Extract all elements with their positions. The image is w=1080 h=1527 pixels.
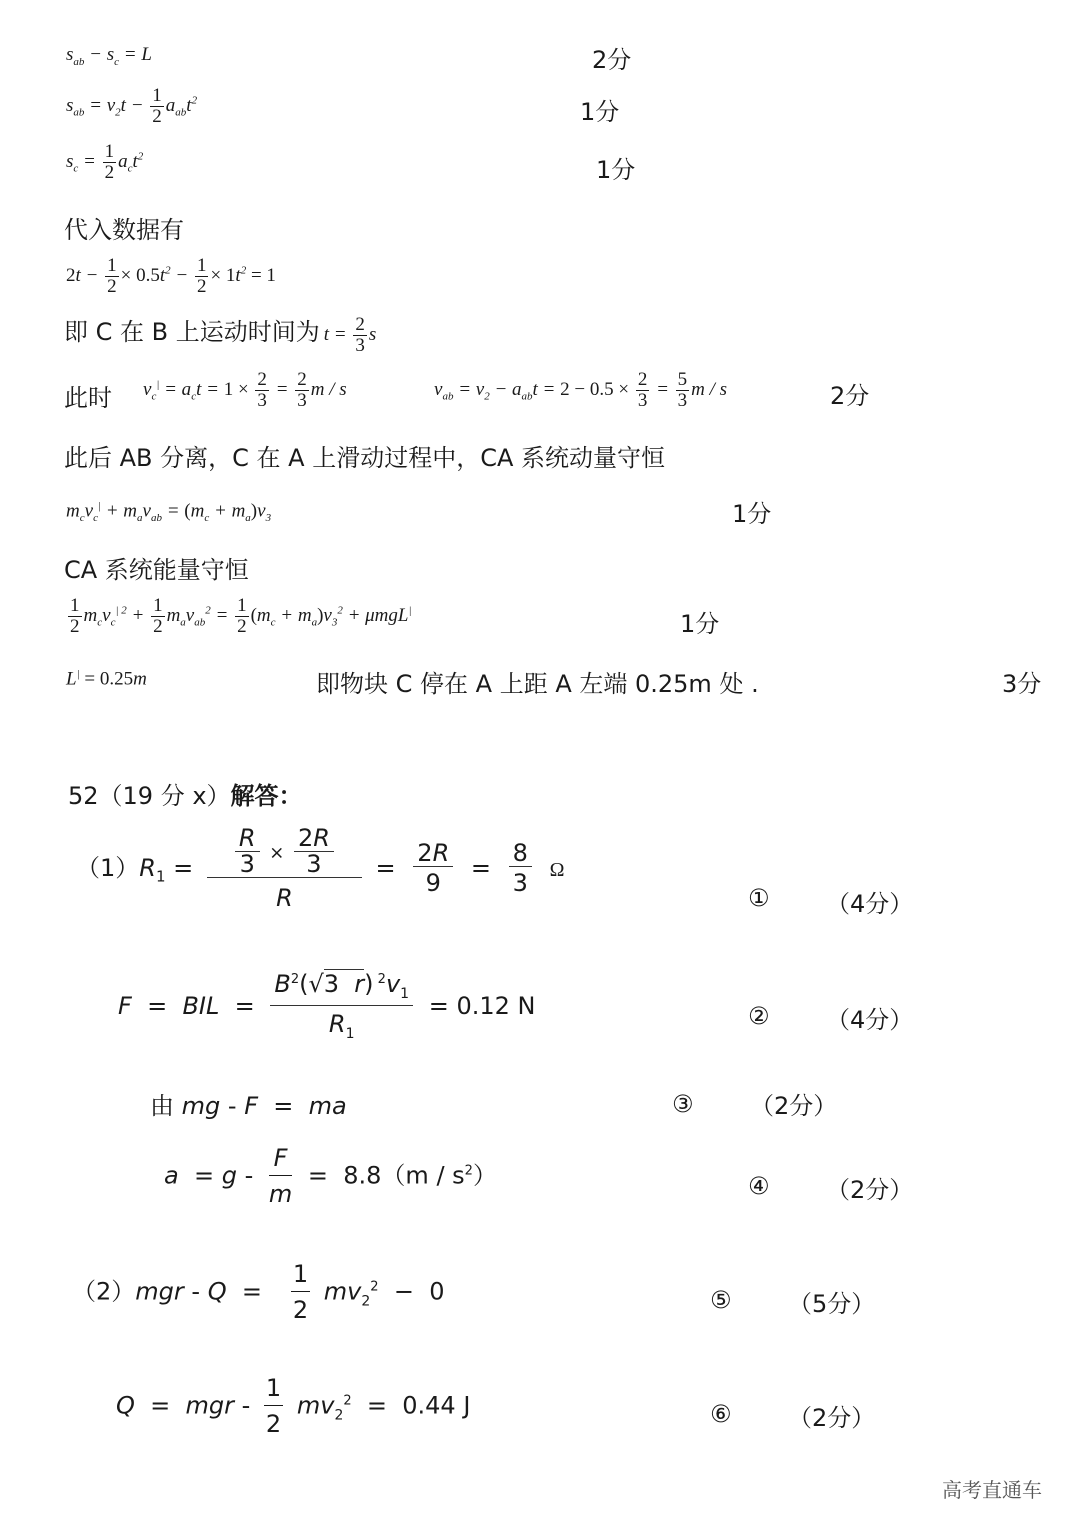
time-value: t = $\frac{2}{3}$ s xyxy=(323,314,377,357)
equation-s-ab: $s_{ab} = v_2t$ − $\frac{1}{2}$ $a_{ab}t^2$ xyxy=(66,85,198,127)
score-2: 1分 xyxy=(580,98,620,126)
conclusion-text: 即物块 C 停在 A 上距 A 左端 0.25m 处 . xyxy=(316,670,759,698)
equation-energy-part2: （2）mgr - Q = $\frac{1}{2}$ $mv_2^2 - 0$ xyxy=(72,1260,445,1325)
score-p4: （2分） xyxy=(826,1176,914,1204)
circle-2: ② xyxy=(748,1002,770,1030)
r1-numerator: 8 xyxy=(509,841,532,867)
score-5: 1分 xyxy=(732,500,772,528)
part-2-label: （2） xyxy=(72,1277,136,1306)
answer-label: 解答： xyxy=(230,782,303,810)
score-p1: （4分） xyxy=(826,890,914,918)
time-line xyxy=(64,312,376,356)
score-p6: （2分） xyxy=(788,1404,876,1432)
circle-5: ⑤ xyxy=(710,1286,732,1314)
score-4: 2分 xyxy=(830,382,870,410)
circle-3: ③ xyxy=(672,1090,694,1118)
force-result: = 0.12 N xyxy=(428,991,536,1020)
score-1: 2分 xyxy=(592,46,632,74)
acceleration-result: 8.8（m / s xyxy=(343,1161,465,1190)
ohm-unit: Ω xyxy=(549,858,565,881)
circle-1: ① xyxy=(748,884,770,912)
part-1-label: （1） xyxy=(76,853,140,882)
equation-heat: Q = mgr - $\frac{1}{2}$ $mv_2^2 = 0.44$ J xyxy=(116,1374,471,1439)
equation-r1: $(1)R_1$ = $\frac{R}{3}$ × $\frac{2R}{3}$ R = $\frac{2R}{9}$ = $\frac{8}{3}$ Ω xyxy=(76,824,565,913)
equation-energy: $\frac{1}{2}$ $m_cv_c^{| 2}$ + $\frac{1}{2}$ $m_av_{ab}^2$ = $\frac{1}{2}$ $(m_c + m_a)v_3^2 + \mu mgL^|$ xyxy=(70,595,412,637)
substitute-text: 代入数据有 xyxy=(64,216,184,244)
equation-force: F = BIL = $\frac{B^2(√3 r) ^2v_1}{R_1}$ = 0.12 N xyxy=(118,970,536,1043)
equation-substituted: 2t − $\frac{1}{2}$ × $0.5t^2$ − $\frac{1}{2}$ × $1t^2 = 1$ xyxy=(66,255,276,297)
score-p3: （2分） xyxy=(750,1092,838,1120)
heat-result: 0.44 J xyxy=(402,1391,471,1420)
circle-4: ④ xyxy=(748,1172,770,1200)
r1-denominator: 3 xyxy=(512,869,528,898)
equation-v-ab: $v_{ab} = v_2 - a_{ab}t = 2 - 0.5$ × $\frac{2}{3}$ = $\frac{5}{3}$ m / s xyxy=(434,369,728,411)
equation-vc-prime: $v_c^| = a_ct = 1$ × $\frac{2}{3}$ = $\frac{2}{3}$ m / s xyxy=(143,369,347,411)
score-3: 1分 xyxy=(596,156,636,184)
time-prefix: 即 C 在 B 上运动时间为 xyxy=(64,318,320,346)
equation-acceleration: a = g - $\frac{F}{m}$ = $8.8(m / s^2)$ xyxy=(164,1144,497,1209)
equation-newton: 由 mg - F = ma xyxy=(150,1092,347,1120)
by-text: 由 xyxy=(150,1092,174,1120)
score-p2: （4分） xyxy=(826,1006,914,1034)
equation-l-prime: L| = 0.25m xyxy=(66,668,147,690)
circle-6: ⑥ xyxy=(710,1400,732,1428)
question-number: 52（19 分 x） xyxy=(68,782,231,810)
score-6: 1分 xyxy=(680,610,720,638)
question-52-header xyxy=(68,776,303,811)
equation-momentum: $m_cv_c^| + m_av_{ab} = (m_c + m_a)v_3$ xyxy=(66,500,272,525)
watermark-text: 高考直通车 xyxy=(942,1478,1042,1502)
separate-text: 此后 AB 分离，C 在 A 上滑动过程中，CA 系统动量守恒 xyxy=(64,444,666,472)
score-7: 3分 xyxy=(1002,670,1042,698)
at-this-time-text: 此时 xyxy=(64,384,112,412)
score-p5: （5分） xyxy=(788,1290,876,1318)
equation-s-c: $s_c$ = $\frac{1}{2}$ $a_ct^2$ xyxy=(66,141,144,183)
energy-text: CA 系统能量守恒 xyxy=(64,556,249,584)
equation-displacement-difference: $s_{ab} - s_c = L$ xyxy=(66,44,152,68)
